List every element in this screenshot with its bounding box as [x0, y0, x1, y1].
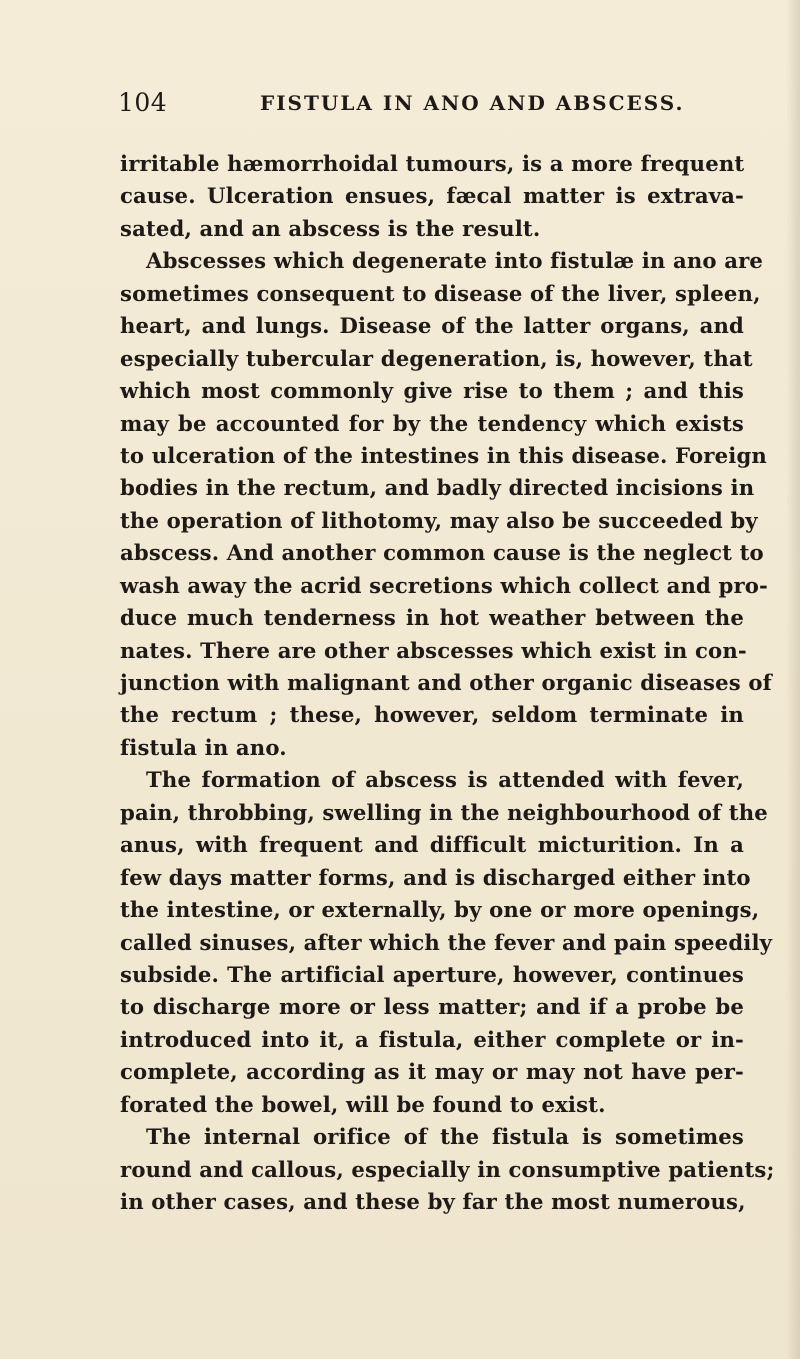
text-line: the operation of lithotomy, may also be succeeded by: [120, 507, 758, 533]
text-line: bodies in the rectum, and badly directed incisions in: [120, 475, 755, 501]
text-line: complete, according as it may or may not have per-: [120, 1059, 744, 1085]
text-line: nates. There are other abscesses which exist in con-: [120, 637, 747, 663]
text-line: few days matter forms, and is discharged either into: [120, 864, 751, 890]
running-title: FISTULA IN ANO AND ABSCESS.: [260, 91, 685, 115]
text-line: sated, and an abscess is the result.: [120, 215, 541, 241]
text-line: called sinuses, after which the fever and pain speedily: [120, 929, 773, 955]
text-line: anus, with frequent and difficult micturition. In a: [120, 832, 744, 858]
text-line: the rectum ; these, however, seldom terminate in: [120, 702, 744, 728]
text-line: in other cases, and these by far the most numerous,: [120, 1189, 746, 1214]
text-line: junction with malignant and other organic diseases of: [120, 670, 772, 695]
text-line: to discharge more or less matter; and if a probe be: [120, 994, 744, 1020]
page-edge-shadow: [786, 0, 800, 1359]
text-line: especially tubercular degeneration, is, however, that: [120, 345, 753, 371]
text-line: which most commonly give rise to them ; and this: [120, 378, 744, 404]
text-line: forated the bowel, will be found to exist.: [120, 1091, 606, 1117]
text-line: duce much tenderness in hot weather between the: [120, 605, 744, 631]
text-line: may be accounted for by the tendency which exists: [120, 410, 744, 436]
text-line: pain, throbbing, swelling in the neighbourhood of the: [120, 799, 768, 825]
text-line: sometimes consequent to disease of the liver, spleen,: [120, 280, 761, 306]
text-line: the intestine, or externally, by one or more openings,: [120, 897, 760, 923]
text-line: subside. The artificial aperture, however, continues: [120, 961, 744, 987]
text-line: abscess. And another common cause is the neglect to: [120, 540, 764, 566]
text-line: heart, and lungs. Disease of the latter organs, and: [120, 313, 744, 339]
text-line: The formation of abscess is attended with fever,: [146, 767, 744, 793]
text-line: wash away the acrid secretions which collect and pro-: [120, 572, 768, 598]
page-number: 104: [118, 88, 168, 117]
text-line: to ulceration of the intestines in this disease. Foreign: [120, 442, 767, 468]
text-line: introduced into it, a fistula, either complete or in-: [120, 1026, 744, 1052]
body-text: [120, 148, 775, 1218]
text-line: round and callous, especially in consumptive patients;: [120, 1156, 775, 1182]
running-head: [118, 88, 738, 124]
text-line: The internal orifice of the fistula is sometimes: [146, 1124, 744, 1150]
text-line: irritable hæmorrhoidal tumours, is a more frequent: [120, 151, 745, 176]
text-line: Abscesses which degenerate into fistulæ in ano are: [146, 248, 764, 274]
text-line: cause. Ulceration ensues, fæcal matter is extrava-: [120, 183, 744, 209]
text-line: fistula in ano.: [120, 734, 287, 760]
